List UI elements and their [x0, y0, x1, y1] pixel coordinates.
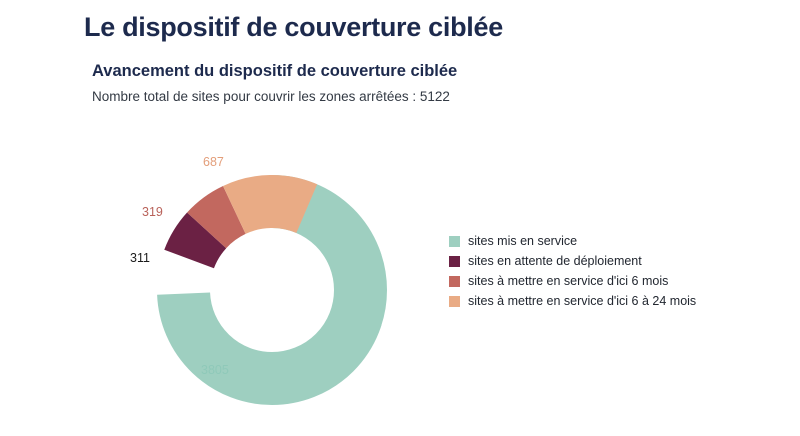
legend-label: sites mis en service	[468, 233, 578, 248]
legend-item	[449, 291, 779, 311]
legend-swatch-icon	[449, 276, 460, 287]
data-label-sites-6-24-mois: 687	[203, 155, 224, 169]
legend-swatch-icon	[449, 236, 460, 247]
legend-label: sites en attente de déploiement	[468, 253, 642, 268]
data-label-sites-en-attente: 311	[130, 251, 150, 265]
legend-label: sites à mettre en service d'ici 6 mois	[468, 273, 669, 288]
legend-item	[449, 271, 779, 291]
chart-title: Avancement du dispositif de couverture ciblée	[92, 62, 458, 80]
legend-label: sites à mettre en service d'ici 6 à 24 mois	[468, 293, 697, 308]
chart-subtitle: Nombre total de sites pour couvrir les zones arrêtées : 5122	[92, 89, 450, 104]
legend-swatch-icon	[449, 296, 460, 307]
data-label-sites-6-mois: 319	[142, 205, 163, 219]
donut-svg	[142, 160, 402, 420]
chart-legend	[449, 231, 779, 311]
data-label-sites-mis-en-service: 3805	[201, 363, 229, 377]
legend-item	[449, 231, 779, 251]
page-title: Le dispositif de couverture ciblée	[84, 12, 503, 42]
donut-chart	[142, 160, 402, 420]
legend-swatch-icon	[449, 256, 460, 267]
legend-item	[449, 251, 779, 271]
